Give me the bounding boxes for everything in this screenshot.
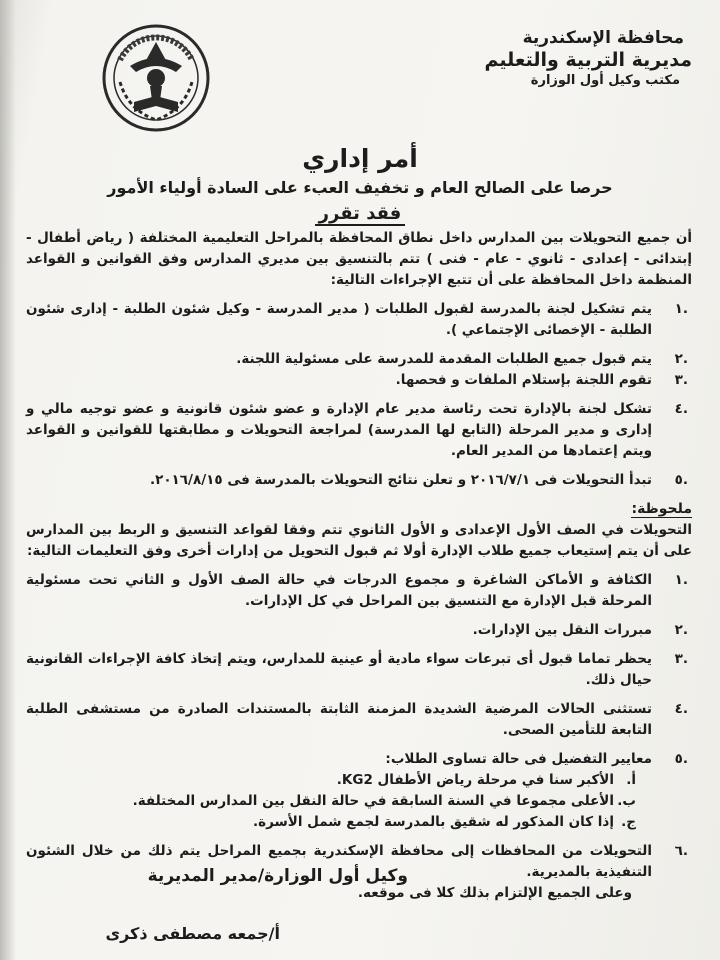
list-item: .٥ معايير التفضيل فى حالة تساوى الطلاب: — [385, 751, 688, 767]
list-item: .٢ مبررات النقل بين الإدارات. — [472, 622, 688, 638]
list-item: .٤ تستثنى الحالات المرضية الشديدة المزمنة الثابتة بالمستندات الصادرة من مستشفى الطلبة التابعة للتأمين الصحى. — [26, 701, 688, 738]
document-title: أمر إداري — [302, 144, 418, 173]
note-intro: التحويلات في الصف الأول الإعدادى و الأول الثانوي تتم وفقا لقواعد التنسيق و الربط بين المدارس على أن يتم إستيعاب جميع طلاب الإدارة أولا ثم قبول التحويل من إدارات أخرى وفق التعليمات التالية: — [26, 522, 692, 559]
decision-heading: فقد تقرر — [0, 203, 720, 224]
list-item: أ. الأكبر سنا في مرحلة رياض الأطفال KG2. — [336, 772, 636, 788]
document-subtitle: حرصا على الصالح العام و تخفيف العبء على السادة أولياء الأمور — [107, 178, 613, 197]
list-item: ب. الأعلى مجموعا في السنة السابقة في حالة النقل بين المدارس المختلفة. — [132, 793, 636, 809]
ministry-emblem-logo — [100, 20, 212, 140]
note-list — [26, 570, 692, 770]
criteria-list — [26, 770, 692, 833]
list-item: ج. إذا كان المذكور له شقيق بالمدرسة لجمع شمل الأسرة. — [253, 814, 636, 830]
list-item: .٦ التحويلات من المحافظات إلى محافظة الإسكندرية بجميع المراحل يتم ذلك من خلال الشئون التنفيذية بالمديرية. — [26, 843, 688, 880]
closing-line: وعلى الجميع الإلتزام بذلك كلا فى موقعه. — [357, 885, 632, 901]
list-item: .٥ تبدأ التحويلات فى ٢٠١٦/٧/١ و تعلن نتائج التحويلات بالمدرسة فى ٢٠١٦/٨/١٥. — [149, 472, 688, 488]
list-item: .٢ يتم قبول جميع الطلبات المقدمة للمدرسة على مسئولية اللجنة. — [236, 351, 688, 367]
governorate-name: محافظة الإسكندرية — [522, 28, 684, 48]
letterhead — [462, 28, 692, 89]
list-item: .١ الكثافة و الأماكن الشاغرة و مجموع الدرجات في حالة الصف الأول و الثاني تحت مسئولية المرحلة قبل الإدارة مع التنسيق بين المراحل في كل الإدارات. — [26, 572, 688, 609]
signatory-title: وكيل أول الوزارة/مدير المديرية — [147, 866, 408, 886]
intro-paragraph: أن جميع التحويلات بين المدارس داخل نطاق المحافظة بالمراحل التعليمية المختلفة ( رياض أطفال - إبتدائى - إعدادى - ثانوي - عام - فنى ) تتم بالتنسيق بين مديري المدارس وفق القوانين و القواعد المنظمة داخل المحافظة على أن تتبع الإجراءات التالية: — [26, 230, 692, 288]
list-item: .١ يتم تشكيل لجنة بالمدرسة لقبول الطلبات ( مدير المدرسة - وكيل شئون الطلبة - إدارى شئون الطلبة - الإخصائى الإجتماعي ). — [26, 301, 688, 338]
document-body — [26, 228, 692, 904]
note-heading: ملحوظة: — [631, 501, 692, 517]
list-item: .٣ يحظر تماما قبول أى تبرعات سواء مادية أو عينية للمدارس، ويتم إتخاذ كافة الإجراءات القانونية حيال ذلك. — [26, 651, 688, 688]
office-name: مكتب وكيل أول الوزارة — [530, 73, 680, 88]
list-item: .٤ تشكل لجنة بالإدارة تحت رئاسة مدير عام الإدارة و عضو شئون قانونية و عضو توجيه مالي و إدارى و مدير المرحلة (التابع لها المدرسة) لمراجعة التحويلات و مطابقتها للقوانين و القواعد ويتم إعتمادها من المدير العام. — [26, 401, 688, 459]
decision-list — [26, 299, 692, 491]
signatory-name: أ/جمعه مصطفى ذكرى — [105, 924, 280, 943]
directorate-name: مديرية التربية والتعليم — [484, 49, 692, 72]
list-item: .٣ تقوم اللجنة بإستلام الملفات و فحصها. — [395, 372, 688, 388]
